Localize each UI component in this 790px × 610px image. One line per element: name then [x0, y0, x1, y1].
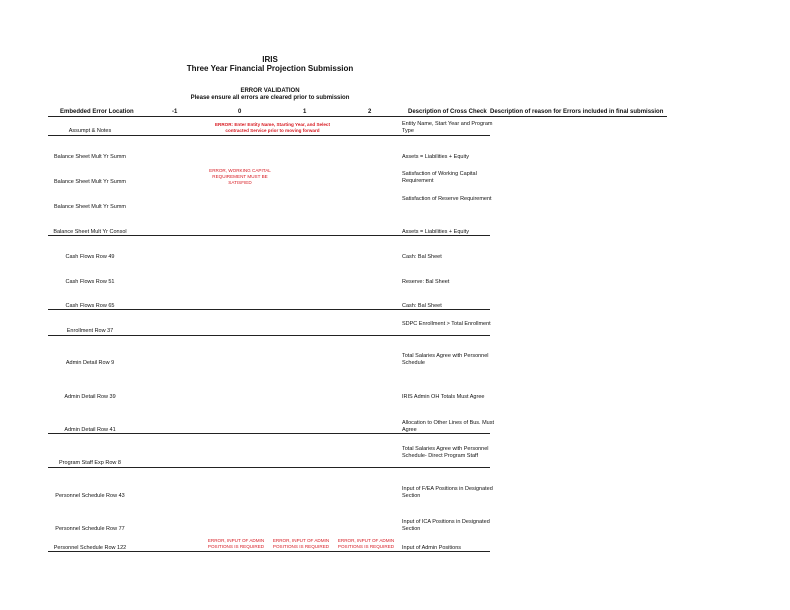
col-header-year-1: 1 [303, 109, 307, 115]
row-location: Cash Flows Row 49 [65, 254, 115, 260]
row-location: Enrollment Row 37 [66, 328, 114, 334]
row-location: Assumpt & Notes [68, 128, 112, 134]
col-header-description: Description of Cross Check [408, 109, 487, 115]
row-rule [48, 135, 490, 136]
row-error-year-2: ERROR, INPUT OF ADMIN POSITIONS IS REQUIRED [337, 538, 395, 549]
row-description: Satisfaction of Reserve Requirement [402, 196, 492, 202]
row-location: Admin Detail Row 41 [64, 427, 116, 433]
section-title: ERROR VALIDATION [240, 88, 300, 94]
row-description: Total Salaries Agree with Personnel Schedule- Direct Program Staff [402, 446, 489, 459]
row-description: Assets = Liabilities + Equity [402, 229, 469, 235]
col-header-year-2: 2 [368, 109, 372, 115]
row-location: Balance Sheet Mult Yr Summ [53, 179, 127, 185]
row-location: Cash Flows Row 51 [65, 279, 115, 285]
row-location: Admin Detail Row 9 [65, 360, 115, 366]
row-error-year-1: ERROR, INPUT OF ADMIN POSITIONS IS REQUIRED [272, 538, 330, 549]
row-location: Personnel Schedule Row 77 [55, 526, 125, 532]
row-error-year-0: ERROR: Enter Entity Name, Starting Year, and Select contracted Service prior to moving forward [214, 122, 331, 133]
row-description: Reserve: Bal Sheet [402, 279, 450, 285]
row-description: Input of Admin Positions [402, 545, 462, 551]
col-header-location: Embedded Error Location [60, 109, 134, 115]
row-description: Assets = Liabilities + Equity [402, 154, 469, 160]
row-location: Personnel Schedule Row 122 [53, 545, 127, 551]
row-location: Admin Detail Row 39 [64, 394, 116, 400]
row-location: Balance Sheet Mult Yr Consol [53, 229, 127, 235]
row-description: SDPC Enrollment > Total Enrollment [402, 321, 491, 327]
row-error-year-0: ERROR, INPUT OF ADMIN POSITIONS IS REQUIRED [207, 538, 265, 549]
row-description: Total Salaries Agree with Personnel Schedule [402, 353, 489, 366]
row-location: Cash Flows Row 65 [65, 303, 115, 309]
row-location: Program Staff Exp Row 8 [59, 460, 121, 466]
row-description: Entity Name, Start Year and Program Type [402, 121, 493, 134]
row-description: Allocation to Other Lines of Bus. Must Agree [402, 420, 495, 433]
row-location: Personnel Schedule Row 43 [55, 493, 125, 499]
instruction-text: Please ensure all errors are cleared prior to submission [190, 95, 350, 101]
document-subtitle: Three Year Financial Projection Submission [186, 64, 354, 73]
row-rule [48, 551, 490, 552]
col-header-year-minus1: -1 [172, 109, 178, 115]
row-error-year-0: ERROR, WORKING CAPITAL REQUIREMENT MUST BE SATISFIED [209, 168, 271, 185]
row-rule [48, 467, 490, 468]
row-description: Input of F/EA Positions in Designated Section [402, 486, 493, 499]
row-rule [48, 309, 490, 310]
row-description: Cash: Bal Sheet [402, 303, 442, 309]
document-title: IRIS [262, 55, 278, 64]
row-rule [48, 433, 490, 434]
row-description: IRIS Admin OH Totals Must Agree [402, 394, 485, 400]
header-rule [48, 116, 667, 117]
row-location: Balance Sheet Mult Yr Summ [53, 204, 127, 210]
row-description: Cash: Bal Sheet [402, 254, 442, 260]
row-rule [48, 235, 490, 236]
col-header-year-0: 0 [238, 109, 242, 115]
row-description: Input of ICA Positions in Designated Section [402, 519, 490, 532]
row-description: Satisfaction of Working Capital Requirement [402, 171, 477, 184]
row-location: Balance Sheet Mult Yr Summ [53, 154, 127, 160]
col-header-reason: Description of reason for Errors included in final submission [490, 109, 664, 115]
row-rule [48, 335, 490, 336]
